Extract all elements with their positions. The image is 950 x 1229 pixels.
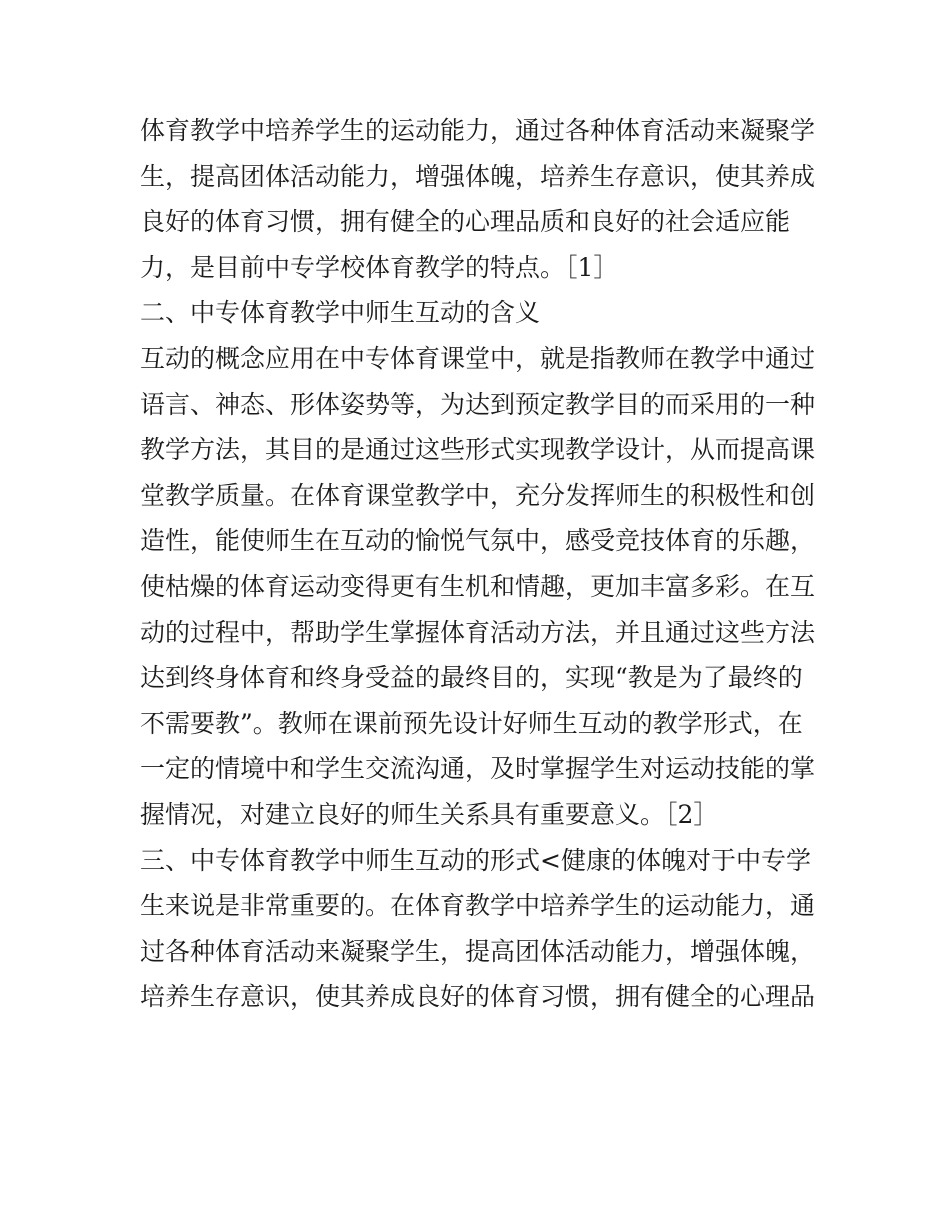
text-line: 握情况，对建立良好的师生关系具有重要意义。［2］	[140, 799, 719, 829]
body-text	[140, 108, 820, 1020]
text-line: 造性，能使师生在互动的愉悦气氛中，感受竞技体育的乐趣，	[140, 526, 816, 556]
text-line: 教学方法，其目的是通过这些形式实现教学设计，从而提高课	[140, 435, 816, 465]
text-line: 堂教学质量。在体育课堂教学中，充分发挥师生的积极性和创	[140, 480, 816, 510]
text-line: 生来说是非常重要的。在体育教学中培养学生的运动能力，通	[140, 891, 816, 921]
text-line: 力，是目前中专学校体育教学的特点。［1］	[140, 252, 619, 282]
text-line: 生，提高团体活动能力，增强体魄，培养生存意识，使其养成	[140, 161, 816, 191]
text-line: 一定的情境中和学生交流沟通，及时掌握学生对运动技能的掌	[140, 754, 816, 784]
text-line: 不需要教”。教师在课前预先设计好师生互动的教学形式，在	[140, 708, 803, 738]
text-line: 互动的概念应用在中专体育课堂中，就是指教师在教学中通过	[140, 343, 816, 373]
text-line: 语言、神态、形体姿势等，为达到预定教学目的而采用的一种	[140, 389, 816, 419]
text-line: 良好的体育习惯，拥有健全的心理品质和良好的社会适应能	[140, 207, 791, 237]
text-line: 体育教学中培养学生的运动能力，通过各种体育活动来凝聚学	[140, 116, 816, 145]
text-line: 使枯燥的体育运动变得更有生机和情趣，更加丰富多彩。在互	[140, 571, 816, 601]
text-line: 达到终身体育和终身受益的最终目的，实现“教是为了最终的	[140, 663, 803, 693]
text-line: 动的过程中，帮助学生掌握体育活动方法，并且通过这些方法	[140, 617, 816, 647]
section-heading: 三、中专体育教学中师生互动的形式<健康的体魄对于中专学	[140, 845, 811, 875]
text-line: 过各种体育活动来凝聚学生，提高团体活动能力，增强体魄，	[140, 936, 816, 966]
text-line: 培养生存意识，使其养成良好的体育习惯，拥有健全的心理品	[140, 982, 816, 1012]
section-heading: 二、中专体育教学中师生互动的含义	[140, 298, 541, 328]
